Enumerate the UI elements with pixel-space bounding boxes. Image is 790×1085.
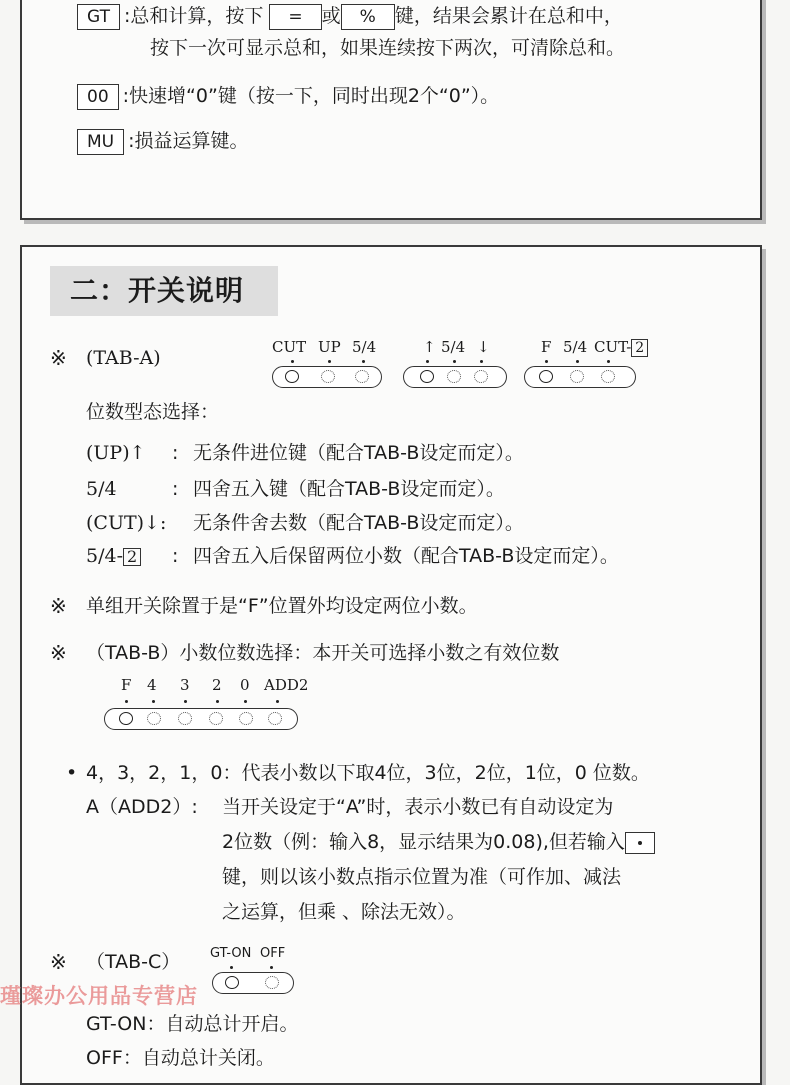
add2-label: A（ADD2）: bbox=[86, 796, 198, 818]
tab-a-switch-2 bbox=[403, 366, 507, 388]
tab-a-g2-label-54: 5/4 bbox=[441, 338, 466, 356]
tick bbox=[152, 700, 155, 703]
tab-a-item-cut-key: (CUT)↓: bbox=[86, 512, 167, 534]
note-1-text: 单组开关除置于是“F”位置外均设定两位小数。 bbox=[86, 595, 478, 617]
switch-position bbox=[268, 712, 282, 725]
tick bbox=[426, 360, 429, 363]
tab-a-item-up-colon: : bbox=[172, 442, 179, 464]
tab-a-item-542-key: 5/4- 2 bbox=[86, 542, 141, 570]
switch-position bbox=[321, 370, 335, 383]
switch-position-active bbox=[119, 712, 133, 725]
bullet-dot: • bbox=[66, 762, 78, 784]
tab-a-g1-label-up: UP bbox=[318, 338, 341, 356]
switch-position-active bbox=[539, 370, 553, 383]
tab-a-mark: ※ bbox=[50, 346, 67, 370]
tab-a-switch-1 bbox=[272, 366, 382, 388]
tab-a-label: (TAB-A) bbox=[86, 347, 161, 369]
tick bbox=[328, 360, 331, 363]
tick bbox=[576, 360, 579, 363]
tab-a-g3-label-f: F bbox=[541, 338, 552, 356]
tab-b-label-3: 3 bbox=[180, 676, 190, 694]
tab-a-g1-label-cut: CUT bbox=[272, 338, 307, 356]
tab-a-item-up-desc: 无条件进位键（配合TAB-B设定而定）。 bbox=[193, 442, 524, 464]
tick bbox=[453, 360, 456, 363]
top-panel bbox=[20, 0, 762, 220]
tab-a-g2-label-down-arrow: ↓ bbox=[477, 338, 490, 356]
double-zero-text: :快速增“0”键（按一下，同时出现2个“0”）。 bbox=[122, 85, 500, 107]
switch-position bbox=[601, 370, 615, 383]
note-1-mark: ※ bbox=[50, 594, 67, 618]
tab-c-label-off: OFF bbox=[260, 946, 286, 961]
mu-row bbox=[77, 127, 249, 155]
tab-b-text: （TAB-B）小数位数选择：本开关可选择小数之有效位数 bbox=[86, 642, 560, 664]
bullet-line-1: 4，3，2，1，0：代表小数以下取4位，3位，2位，1位，0 位数。 bbox=[86, 762, 650, 784]
tick bbox=[125, 700, 128, 703]
tab-b-mark: ※ bbox=[50, 641, 67, 665]
tick bbox=[276, 700, 279, 703]
tick bbox=[270, 966, 273, 969]
tick bbox=[362, 360, 365, 363]
tick bbox=[230, 966, 233, 969]
gt-row bbox=[77, 2, 623, 30]
tick bbox=[545, 360, 548, 363]
switch-position-active bbox=[420, 370, 434, 383]
tab-a-item-542-colon: : bbox=[172, 545, 179, 567]
gt-key: GT bbox=[77, 4, 120, 30]
tab-a-item-542-desc: 四舍五入后保留两位小数（配合TAB-B设定而定）。 bbox=[193, 545, 619, 567]
tab-a-item-up-key: (UP)↑ bbox=[86, 442, 146, 464]
tab-c-mark: ※ bbox=[50, 950, 67, 974]
tab-a-g3-label-54: 5/4 bbox=[563, 338, 588, 356]
mu-text: :损益运算键。 bbox=[128, 130, 249, 152]
tab-a-item-54-key: 5/4 bbox=[86, 478, 117, 500]
tab-a-g1-label-54: 5/4 bbox=[352, 338, 377, 356]
tab-a-switch-3 bbox=[524, 366, 636, 388]
tab-a-subtitle: 位数型态选择： bbox=[86, 401, 220, 423]
tab-c-label-gt-on: GT-ON bbox=[210, 946, 252, 961]
tick bbox=[291, 360, 294, 363]
percent-key: % bbox=[341, 4, 395, 30]
switch-position bbox=[474, 370, 488, 383]
tick bbox=[244, 700, 247, 703]
tab-c-line-1: GT-ON：自动总计开启。 bbox=[86, 1013, 299, 1035]
gt-or: 或 bbox=[321, 5, 341, 27]
switch-position bbox=[178, 712, 192, 725]
switch-position bbox=[147, 712, 161, 725]
equals-key: = bbox=[269, 4, 321, 30]
section-heading: 二：开关说明 bbox=[50, 266, 278, 316]
add2-line-3: 键，则以该小数点指示位置为准（可作加、减法 bbox=[222, 866, 622, 888]
double-zero-key: 00 bbox=[77, 84, 119, 110]
tab-b-switch bbox=[104, 708, 298, 730]
switch-position-active bbox=[285, 370, 299, 383]
double-zero-row bbox=[77, 82, 499, 110]
switch-position bbox=[265, 976, 279, 989]
boxed-two: 2 bbox=[631, 339, 648, 357]
tab-b-label-0: 0 bbox=[240, 676, 250, 694]
gt-text-suffix: 键，结果会累计在总和中， bbox=[394, 5, 623, 27]
tab-b-label-f: F bbox=[121, 676, 132, 694]
tick bbox=[184, 700, 187, 703]
switch-position bbox=[570, 370, 584, 383]
add2-line-1: 当开关设定于“A”时，表示小数已有自动设定为 bbox=[222, 796, 614, 818]
boxed-two: 2 bbox=[123, 548, 141, 566]
shop-watermark: 瑾璨办公用品专营店 bbox=[0, 984, 198, 1008]
tick bbox=[480, 360, 483, 363]
switch-position-active bbox=[225, 976, 239, 989]
tick bbox=[216, 700, 219, 703]
gt-continuation: 按下一次可显示总和，如果连续按下两次，可清除总和。 bbox=[150, 37, 626, 59]
switch-position bbox=[355, 370, 369, 383]
mu-key: MU bbox=[77, 129, 124, 155]
tab-a-item-54-desc: 四舍五入键（配合TAB-B设定而定）。 bbox=[193, 478, 505, 500]
switch-position bbox=[447, 370, 461, 383]
tab-a-g3-label-cut: CUT- 2 bbox=[594, 338, 648, 357]
tab-b-label-4: 4 bbox=[147, 676, 157, 694]
tab-c-label: （TAB-C） bbox=[86, 951, 181, 973]
tick bbox=[607, 360, 610, 363]
tab-c-line-2: OFF：自动总计关闭。 bbox=[86, 1047, 275, 1069]
tab-c-switch bbox=[212, 972, 294, 994]
tab-a-g2-label-up-arrow: ↑ bbox=[423, 338, 436, 356]
gt-text-prefix: :总和计算，按下 bbox=[123, 5, 264, 27]
tab-b-label-add2: ADD2 bbox=[264, 676, 309, 694]
decimal-point-key bbox=[625, 832, 655, 854]
switch-position bbox=[209, 712, 223, 725]
add2-line-4: 之运算，但乘 、除法无效）。 bbox=[222, 901, 466, 923]
switch-position bbox=[239, 712, 253, 725]
add2-line-2: 2位数（例：输入8，显示结果为0.08),但若输入 bbox=[222, 828, 655, 856]
tab-a-item-54-colon: : bbox=[172, 478, 179, 500]
tab-a-item-cut-desc: 无条件舍去数（配合TAB-B设定而定）。 bbox=[193, 512, 524, 534]
tab-b-label-2: 2 bbox=[212, 676, 222, 694]
